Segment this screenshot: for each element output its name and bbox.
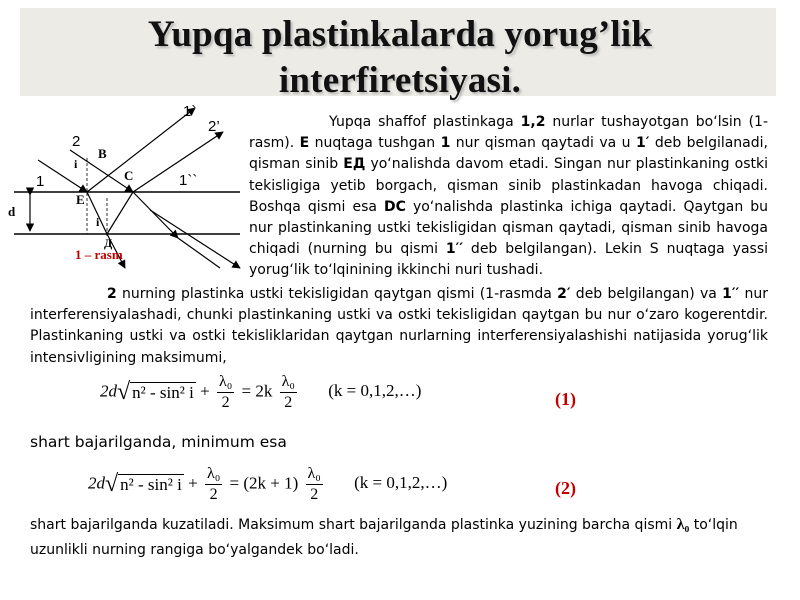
- middle-text: shart bajarilganda, minimum esa: [30, 433, 287, 451]
- eq2-lhs: 2d: [88, 473, 105, 493]
- equation-1-number: (1): [555, 389, 576, 409]
- eq1-plus: +: [200, 381, 210, 401]
- label-ray-1-dprime: 1``: [179, 172, 198, 189]
- paragraph1-run: nurlar tushayotgan bo‘lsin (1-rasm).: [249, 114, 768, 152]
- paragraph1-run: 1′′: [445, 241, 464, 258]
- slide-title: [0, 12, 800, 104]
- paragraph-1: [249, 112, 768, 282]
- label-point-D: Д: [104, 236, 113, 250]
- title-line-1: Yupqa plastinkalarda yorug’lik: [147, 14, 653, 55]
- paragraph1-run: 1: [440, 135, 451, 152]
- equation-2: 2d√ n² - sin² i + $\frac{\text{λ₀}}{2}$ = (2k + 1) $\frac{\text{λ₀}}{2}$ (k = 0,1,2,…): [88, 465, 448, 503]
- label-point-B: B: [98, 146, 107, 161]
- eq2-den: 2: [209, 486, 218, 503]
- eq1-lambda-2: λ₀: [280, 372, 297, 393]
- closing-text-before: shart bajarilganda kuzatiladi. Maksimum shart bajarilganda plastinka yuzining barcha qismi: [30, 517, 677, 533]
- paragraph1-run: DC: [384, 198, 406, 215]
- label-angle-i-top: i: [74, 157, 78, 171]
- label-point-E: E: [76, 192, 85, 207]
- label-point-C: C: [124, 168, 134, 183]
- paragraph2-run: 2: [107, 286, 117, 302]
- label-angle-i-bottom: i: [96, 215, 100, 229]
- figure-caption: 1 – rasm: [75, 247, 123, 262]
- paragraph2-run: nurning plastinka ustki tekisligidan qaytgan qismi (1-rasmda: [116, 286, 558, 302]
- thickness-label: d: [8, 204, 16, 219]
- paragraph2-run: 1′′: [722, 286, 740, 302]
- paragraph2-run: deb belgilangan) va: [570, 286, 723, 302]
- closing-text-after: to‘lqin uzunlikli nurning rangiga bo‘yalgandek bo‘ladi.: [30, 517, 738, 558]
- eq1-rhs: = 2k: [241, 381, 273, 401]
- equation-1: 2d√ n² - sin² i + $\frac{\text{λ₀}}{2}$ = 2k $\frac{\text{λ₀}}{2}$ (k = 0,1,2,…): [100, 373, 422, 411]
- title-line-2: interfiretsiyasi.: [278, 60, 522, 101]
- paragraph1-run: ЕД: [343, 156, 366, 173]
- paragraph1-run: Yupqa shaffof plastinkaga: [329, 114, 521, 130]
- paragraph1-run: 1′: [635, 135, 650, 152]
- eq2-lambda: λ₀: [205, 464, 222, 485]
- paragraph1-run: yo‘nalishda plastinka ichiga qaytadi. Qaytgan bu nur plastinkaning ustki tekisligidan qisman qaytadi, qisman sinib havoga chiqadi (nurning bu qismi: [249, 198, 768, 258]
- eq2-lambda-2: λ₀: [306, 464, 323, 485]
- label-ray-1: 1: [36, 173, 45, 190]
- paragraph1-run: deb belgilanadi, qisman sinib: [249, 135, 768, 173]
- paragraph1-run: E: [299, 135, 310, 152]
- eq1-condition: (k = 0,1,2,…): [328, 381, 422, 401]
- label-ray-2-prime: 2’: [208, 118, 220, 135]
- eq1-radicand: n² - sin² i: [132, 383, 194, 402]
- equation-2-number: (2): [555, 478, 576, 498]
- label-ray-2: 2: [72, 133, 81, 150]
- reflected-ray-DC: [107, 192, 133, 234]
- eq2-rhs: = (2k + 1): [229, 473, 299, 493]
- paragraph1-run: nuqtaga tushgan: [309, 135, 441, 152]
- closing-paragraph: [30, 512, 770, 563]
- paragraph2-run: 2′: [557, 286, 571, 302]
- eq2-condition: (k = 0,1,2,…): [354, 473, 448, 493]
- transmitted-ray-3: [150, 210, 240, 268]
- paragraph1-run: nur qisman qaytadi va u: [450, 135, 636, 152]
- paragraph1-run: yo‘nalishda davom etadi. Singan nur plastinkaning ostki tekisligiga yetib borgach, qisman sinib plastinkadan havoga chiqadi. Boshqa qismi esa: [249, 156, 768, 215]
- eq2-den-2: 2: [310, 486, 319, 503]
- transmitted-ray-2: [133, 192, 178, 238]
- transmitted-ray-4: [178, 238, 220, 268]
- thin-film-diagram: [0, 98, 250, 273]
- paragraph2-run: nur interferensiyalashadi, chunki plastinkaning ustki va ostki tekisligidan qaytgan bu nur o‘zaro kogerentdir. Plastinkaning ustki va ostki tekisliklaridan qaytgan nurlarning interferensiyalashishi natijasida yorug‘lik intensivligining maksimumi,: [30, 286, 768, 366]
- paragraph1-run: deb belgilangan). Lekin S nuqtaga yassi yorug‘lik to‘lqinining ikkinchi nuri tushadi.: [249, 241, 769, 279]
- paragraph1-run: 1,2: [520, 114, 546, 130]
- label-ray-1-prime: 1`: [183, 103, 197, 120]
- eq1-den: 2: [221, 394, 230, 411]
- eq2-plus: +: [188, 473, 198, 493]
- incident-ray-1: [38, 160, 87, 192]
- eq2-radicand: n² - sin² i: [120, 475, 182, 494]
- reflected-ray-2-prime: [133, 132, 223, 192]
- eq1-lambda: λ₀: [217, 372, 234, 393]
- paragraph-2: [30, 284, 768, 369]
- eq1-den-2: 2: [284, 394, 293, 411]
- eq1-lhs: 2d: [100, 381, 117, 401]
- lambda-symbol: λ₀: [676, 516, 690, 533]
